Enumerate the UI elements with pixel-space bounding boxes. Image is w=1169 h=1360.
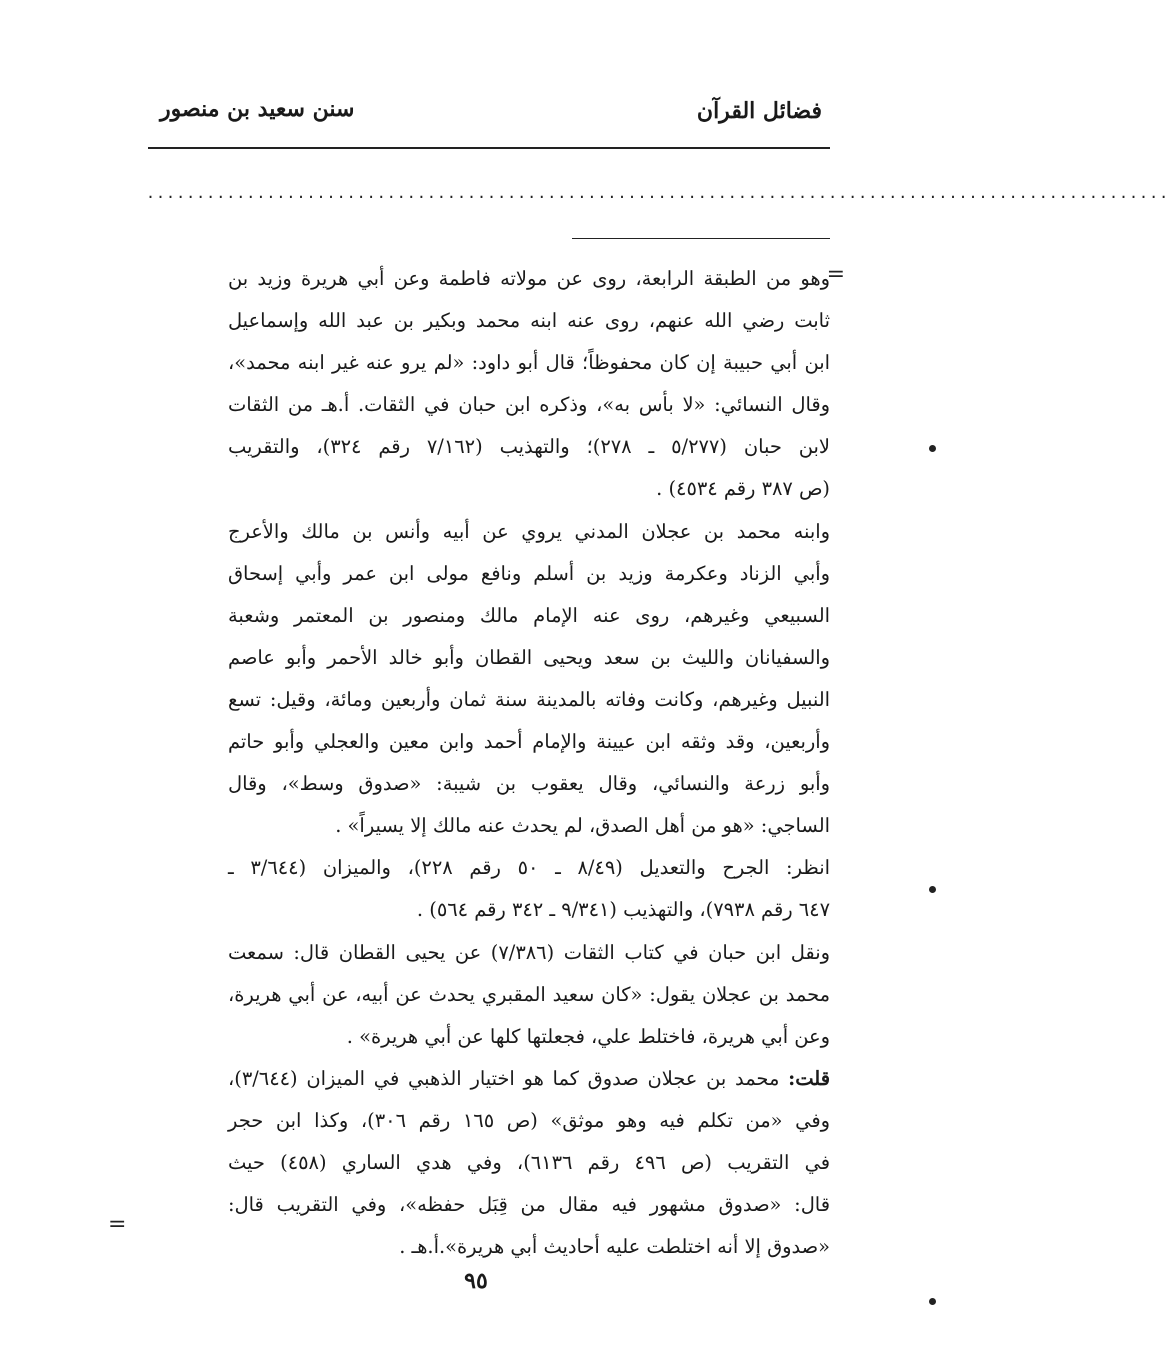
paragraph-ibn-ajlan [228, 511, 830, 848]
paragraph-qult [228, 1058, 830, 1268]
header-rule [148, 147, 830, 149]
chapter-title: فضائل القرآن [696, 98, 822, 124]
text-line: في التقريب (ص ٤٩٦ رقم ٦١٣٦)، وفي هدي الساري (٤٥٨) حيث [228, 1150, 831, 1174]
margin-dot [929, 1298, 936, 1305]
qult-label: قلت: [788, 1066, 830, 1090]
margin-dot [929, 886, 936, 893]
text-line: وقال النسائي: «لا بأس به»، وذكره ابن حبان في الثقات. أ.هـ من الثقات [228, 393, 830, 417]
text-line: السبيعي وغيرهم، روى عنه الإمام مالك ومنصور بن المعتمر وشعبة [228, 603, 830, 627]
text-line: وهو من الطبقة الرابعة، روى عن مولاته فاطمة وعن أبي هريرة وزيد بن [228, 267, 830, 290]
text-line-qult [228, 1058, 830, 1100]
text-line: انظر: الجرح والتعديل (٨/٤٩ ـ ٥٠ رقم ٢٢٨)، والميزان (٣/٦٤٤ ـ [228, 856, 830, 880]
footnote-rule [572, 238, 830, 239]
paragraph-tabaqa [228, 258, 830, 511]
text-line: قال: «صدوق مشهور فيه مقال من قِبَل حفظه»، وفي التقريب قال: [228, 1193, 830, 1217]
footnote-text [228, 258, 830, 1268]
page-number: ٩٥ [464, 1268, 488, 1294]
text-line: محمد بن عجلان يقول: «كان سعيد المقبري يحدث عن أبيه، عن أبي هريرة، [228, 982, 830, 1006]
text-line: «صدوق إلا أنه اختلطت عليه أحاديث أبي هريرة».أ.هـ . [399, 1235, 830, 1259]
text-line: لابن حبان (٥/٢٧٧ ـ ٢٧٨)؛ والتهذيب (٧/١٦٢ رقم ٣٢٤)، والتقريب [228, 435, 830, 459]
text-line: الساجي: «هو من أهل الصدق، لم يحدث عنه مالك إلا يسيراً» . [335, 814, 830, 838]
text-line: ثابت رضي الله عنهم، روى عنه ابنه محمد وبكير بن عبد الله وإسماعيل [228, 309, 830, 333]
continuation-mark-top: = [826, 262, 845, 287]
margin-dot [929, 445, 936, 452]
text-line: وعن أبي هريرة، فاختلط علي، فجعلتها كلها عن أبي هريرة» . [346, 1024, 830, 1048]
text-line: محمد بن عجلان صدوق كما هو اختيار الذهبي في الميزان (٣/٦٤٤)، [228, 1066, 780, 1090]
paragraph-ibn-hibban-quote [228, 932, 830, 1058]
text-line: ابن أبي حبيبة إن كان محفوظاً؛ قال أبو داود: «لم يرو عنه غير ابنه محمد»، [228, 351, 830, 375]
text-line: وفي «من تكلم فيه وهو موثق» (ص ١٦٥ رقم ٣٠٦)، وكذا ابن حجر [228, 1108, 830, 1132]
text-line: وابنه محمد بن عجلان المدني يروي عن أبيه وأنس بن مالك والأعرج [228, 519, 830, 543]
text-line: ونقل ابن حبان في كتاب الثقات (٧/٣٨٦) عن يحيى القطان قال: سمعت [228, 940, 830, 964]
text-line: النبيل وغيرهم، وكانت وفاته بالمدينة سنة ثمان وأربعين ومائة، وقيل: تسع [228, 687, 830, 711]
text-line: والسفيانان والليث بن سعد ويحيى القطان وأبو خالد الأحمر وأبو عاصم [228, 645, 830, 669]
text-line: (ص ٣٨٧ رقم ٤٥٣٤) . [656, 477, 830, 501]
paragraph-sources [228, 847, 830, 931]
dotted-separator: ...................................................................................................... [146, 184, 1169, 202]
text-line: وأربعين، وقد وثقه ابن عيينة والإمام أحمد وابن معين والعجلي وأبو حاتم [228, 730, 830, 754]
continuation-mark-bottom: = [108, 1212, 127, 1237]
text-line: ٦٤٧ رقم ٧٩٣٨)، والتهذيب (٩/٣٤١ ـ ٣٤٢ رقم ٥٦٤) . [416, 898, 830, 922]
text-line: وأبو زرعة والنسائي، وقال يعقوب بن شيبة: «صدوق وسط»، وقال [228, 772, 830, 796]
book-title: سنن سعيد بن منصور [160, 96, 355, 122]
text-line: وأبي الزناد وعكرمة وزيد بن أسلم ونافع مولى ابن عمر وأبي إسحاق [228, 561, 830, 585]
